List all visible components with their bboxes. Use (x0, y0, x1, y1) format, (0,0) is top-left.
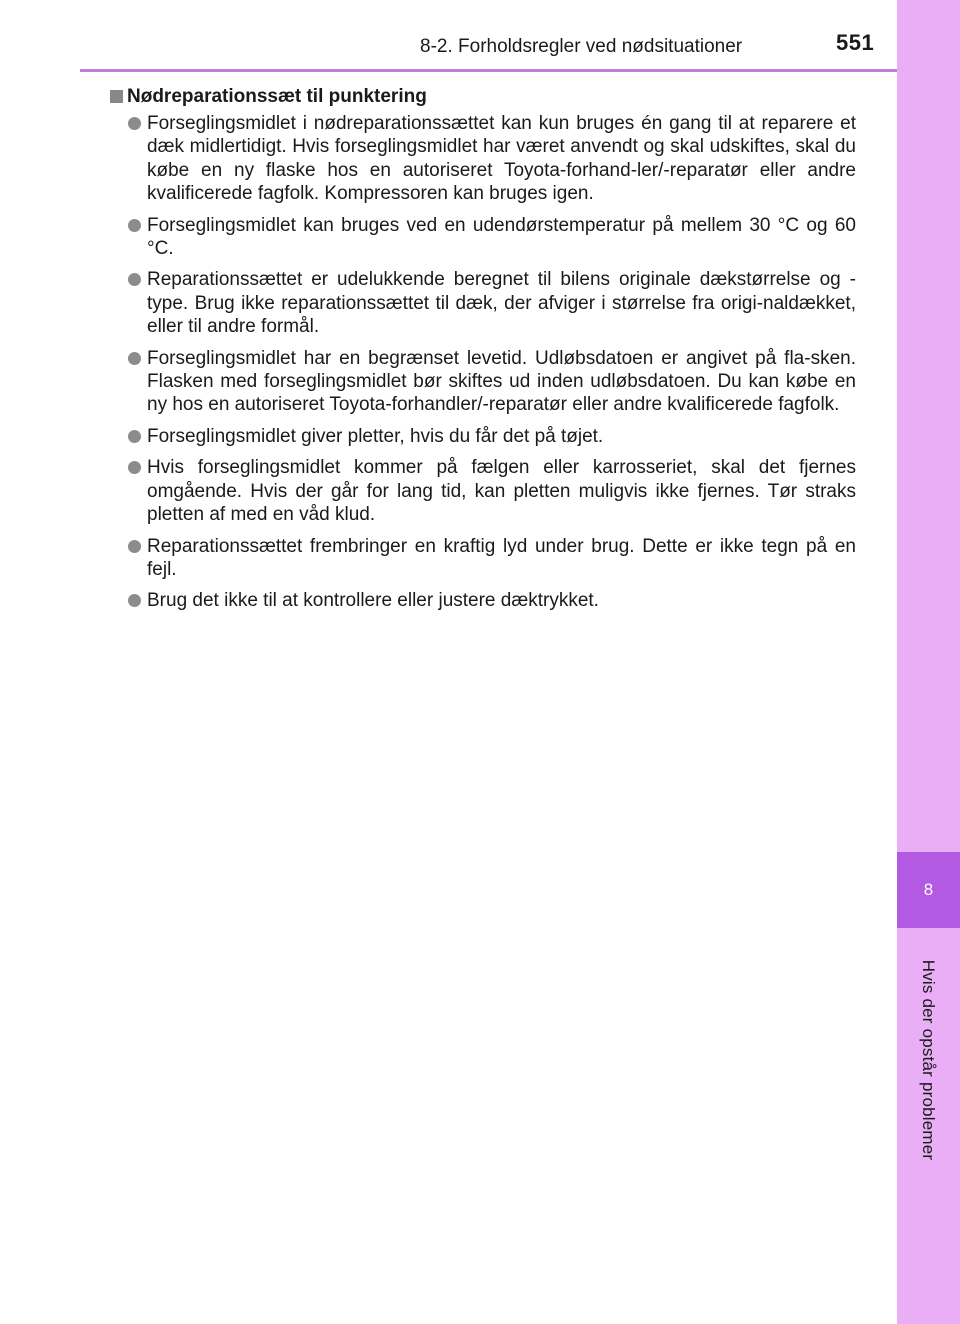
list-item-text: Forseglingsmidlet kan bruges ved en udendørstemperatur på mellem 30 °C og 60 °C. (147, 214, 856, 260)
list-item-text: Forseglingsmidlet giver pletter, hvis du får det på tøjet. (147, 425, 604, 447)
circle-bullet-icon (128, 540, 141, 553)
chapter-title-vertical[interactable]: Hvis der opstår problemer (919, 959, 938, 1161)
section-title: 8-2. Forholdsregler ved nødsituationer (420, 36, 743, 57)
circle-bullet-icon (128, 461, 141, 474)
section-heading (110, 85, 856, 109)
circle-bullet-icon (128, 352, 141, 365)
list-item-text: Brug det ikke til at kontrollere eller justere dæktrykket. (147, 590, 599, 612)
chapter-number: 8 (923, 880, 934, 899)
list-item-text: Reparationssættet frembringer en kraftig lyd under brug. Dette er ikke tegn på en fejl. (147, 535, 856, 580)
list-item-text: Hvis forseglingsmidlet kommer på fælgen eller karrosseriet, skal det fjernes omgående. Hvis der går for lang tid, kan pletten muligvis ikke fjernes. Tør straks pletten af med en våd klud. (147, 457, 856, 526)
list-item (110, 214, 856, 261)
list-item (110, 535, 856, 582)
main-content (110, 85, 856, 621)
list-item (110, 268, 856, 338)
list-item-text: Reparationssættet er udelukkende beregnet til bilens originale dækstørrelse og -type. Brug ikke reparationssættet til dæk, der afviger i størrelse fra origi-naldækket, eller til andre formål. (147, 269, 856, 338)
circle-bullet-icon (128, 594, 141, 607)
section-heading-text: Nødreparationssæt til punktering (127, 86, 427, 107)
list-item (110, 589, 856, 612)
list-item (110, 347, 856, 417)
list-item-text: Forseglingsmidlet i nødreparationssættet kan kun bruges én gang til at reparere et dæk midlertidigt. Hvis forseglingsmidlet har været anvendt og skal udskiftes, skal du købe en ny flaske hos en autoriseret Toyota-forhand-ler/-reparatør eller andre kvalificerede fagfolk. Kompressoren kan bruges igen. (147, 113, 856, 205)
circle-bullet-icon (128, 273, 141, 286)
square-bullet-icon (110, 90, 123, 103)
circle-bullet-icon (128, 117, 141, 130)
bullet-list (110, 112, 856, 613)
circle-bullet-icon (128, 219, 141, 232)
page-number: 551 (836, 30, 875, 55)
circle-bullet-icon (128, 430, 141, 443)
list-item (110, 112, 856, 206)
list-item (110, 456, 856, 526)
chapter-number-box[interactable] (897, 852, 960, 928)
header-divider (80, 69, 897, 72)
list-item (110, 425, 856, 448)
list-item-text: Forseglingsmidlet har en begrænset levetid. Udløbsdatoen er angivet på fla-sken. Flasken med forseglingsmidlet bør skiftes ud inden udløbsdatoen. Du kan købe en ny hos en autoriseret Toyota-forhandler/-reparatør eller andre kvalificerede fagfolk. (147, 347, 856, 416)
